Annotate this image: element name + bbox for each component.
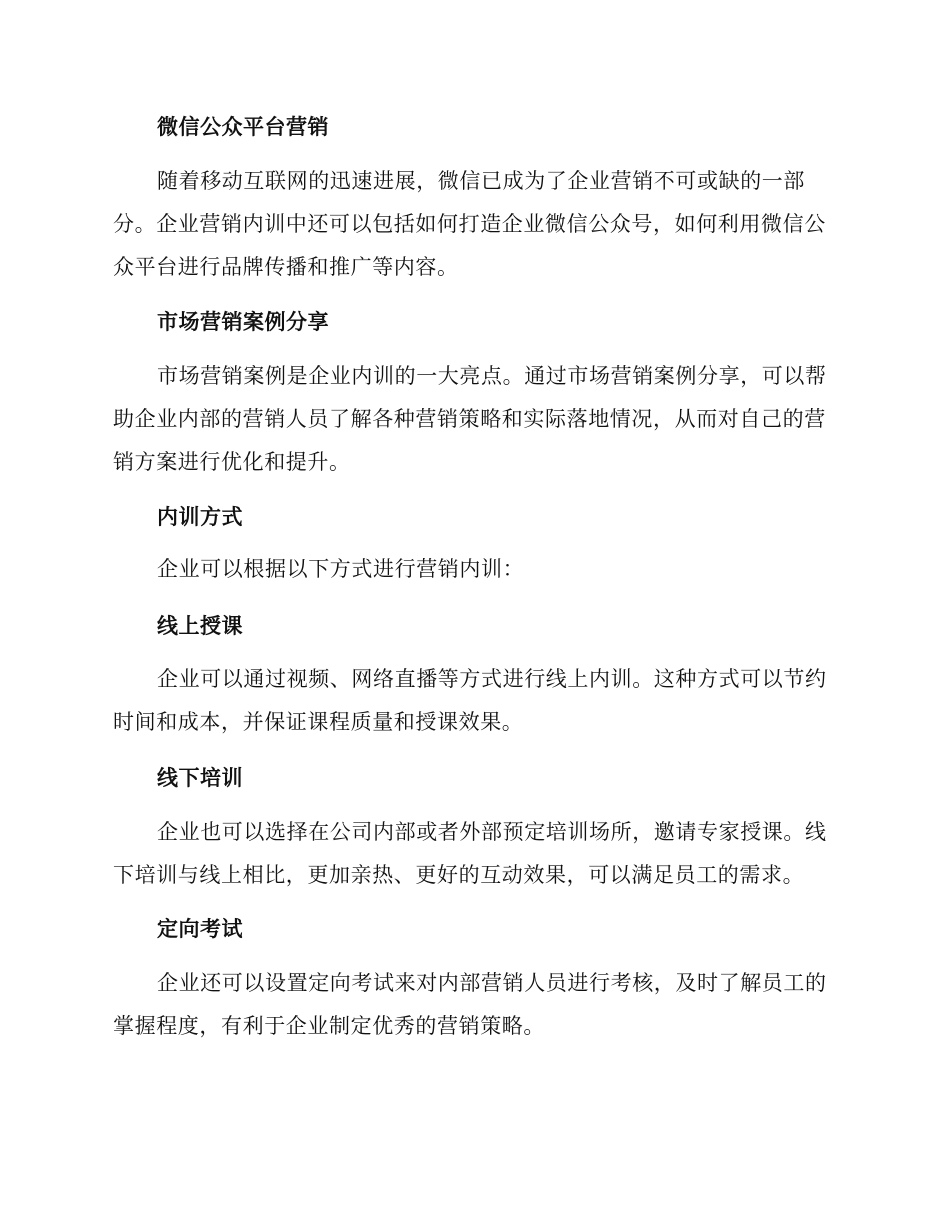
section-heading-online-courses: 线上授课 [157, 613, 243, 638]
section-body-wechat-marketing: 随着移动互联网的迅速进展，微信已成为了企业营销不可或缺的一部分。企业营销内训中还可以包括如何打造企业微信公众号，如何利用微信公众平台进行品牌传播和推广等内容。 [113, 169, 826, 279]
section-body-targeted-exam: 企业还可以设置定向考试来对内部营销人员进行考核，及时了解员工的掌握程度，有利于企业制定优秀的营销策略。 [113, 971, 827, 1038]
section-heading-targeted-exam: 定向考试 [157, 916, 243, 941]
section-body-case-sharing: 市场营销案例是企业内训的一大亮点。通过市场营销案例分享，可以帮助企业内部的营销人员了解各种营销策略和实际落地情况，从而对自己的营销方案进行优化和提升。 [113, 364, 827, 474]
section-heading-offline-training: 线下培训 [157, 765, 243, 790]
section-heading-training-methods: 内训方式 [157, 504, 243, 529]
section-heading-case-sharing: 市场营销案例分享 [157, 309, 329, 334]
section-body-training-methods: 企业可以根据以下方式进行营销内训： [157, 557, 525, 581]
section-body-offline-training: 企业也可以选择在公司内部或者外部预定培训场所，邀请专家授课。线下培训与线上相比，更加亲热、更好的互动效果，可以满足员工的需求。 [113, 820, 827, 887]
section-body-online-courses: 企业可以通过视频、网络直播等方式进行线上内训。这种方式可以节约时间和成本，并保证课程质量和授课效果。 [113, 667, 827, 734]
section-heading-wechat-marketing: 微信公众平台营销 [157, 114, 329, 139]
